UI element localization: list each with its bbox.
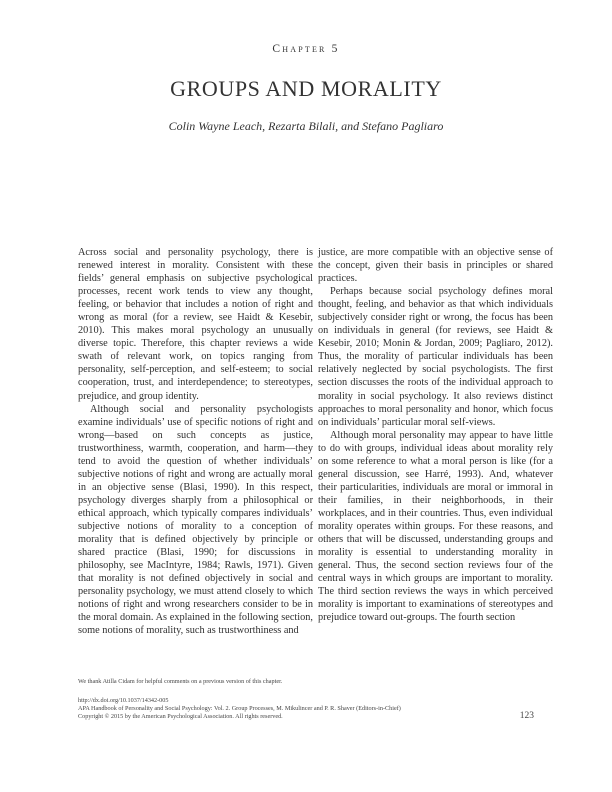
left-column <box>78 246 313 637</box>
body-paragraph: Although social and personality psychologists examine individuals’ use of specific notions of right and wrong—based on such concepts as justice, trustworthiness, warmth, cooperation, and harm—they tend to avoid the question of whether individuals’ subjective notions of right and wrong are actually moral in an objective sense (Blasi, 1990). In this respect, psychology diverges sharply from a philosophical or ethical approach, which typically compares individuals’ subjective notions of morality to a conception of morality that is defined objectively by principle or shared practice (Blasi, 1990; for discussions in philosophy, see MacIntyre, 1984; Rawls, 1971). Given that morality is not defined objectively in social and personality psychology, we must attend closely to which notions of right and wrong researchers consider to be in the moral domain. As explained in the following section, some notions of morality, such as trustworthiness and <box>78 403 313 637</box>
publication-metadata <box>78 697 401 721</box>
chapter-label: Chapter 5 <box>272 43 340 55</box>
body-paragraph: Across social and personality psychology, there is renewed interest in morality. Consistent with these fields’ general emphasis on subjective psychological processes, recent work tends to view any thought, feeling, or behavior that includes a notion of right and wrong as moral (for a review, see Haidt & Kesebir, 2010). This makes moral psychology an unusually diverse topic. Therefore, this chapter reviews a wide swath of relevant work, on topics ranging from personality, self-perception, and self-esteem; to social cooperation, trust, and interdependence; to stereotypes, prejudice, and group identity. <box>78 247 313 402</box>
doi-link[interactable]: http://dx.doi.org/10.1037/14342-005 <box>78 697 169 704</box>
author-list: Colin Wayne Leach, Rezarta Bilali, and Stefano Pagliaro <box>168 119 444 133</box>
copyright-line: Copyright © 2015 by the American Psychological Association. All rights reserved. <box>78 713 283 721</box>
body-paragraph: Although moral personality may appear to have little to do with groups, individual ideas about morality rely on some reference to what a moral person is like (for a general discussion, see Harré, 1993). And, whatever their particularities, individuals are moral or immoral in their families, in their neighborhoods, in their workplaces, and in their countries. Thus, even individual morality operates within groups. For these reasons, and others that will be discussed, understanding groups and morality is essential to understanding morality in general. Thus, the second section reviews four of the central ways in which groups are important to morality. The third section reviews the ways in which perceived morality is important to examinations of stereotypes and prejudice toward out-groups. The fourth section <box>318 429 553 624</box>
chapter-title: GROUPS AND MORALITY <box>170 76 442 101</box>
body-paragraph: justice, are more compatible with an objective sense of the concept, given their basis in principles or shared practices. <box>318 247 553 285</box>
acknowledgment-footnote: We thank Atilla Cidam for helpful comments on a previous version of this chapter. <box>78 678 283 685</box>
body-paragraph: Perhaps because social psychology defines moral thought, feeling, and behavior as that which individuals subjectively consider right or wrong, the focus has been on individuals in general (for reviews, see Haidt & Kesebir, 2010; Monin & Jordan, 2009; Pagliaro, 2012). Thus, the morality of particular individuals has been relatively neglected by social psychologists. The first section discusses the roots of the individual approach to morality in social psychology. It also reviews distinct approaches to moral personality and honor, which focus on individuals’ particular moral self-views. <box>318 286 553 428</box>
citation-line: APA Handbook of Personality and Social Psychology: Vol. 2. Group Processes, M. Mikulincer and P. R. Shaver (Editors-in-Chief) <box>78 705 401 713</box>
right-column <box>318 246 553 624</box>
page-number: 123 <box>519 711 534 721</box>
